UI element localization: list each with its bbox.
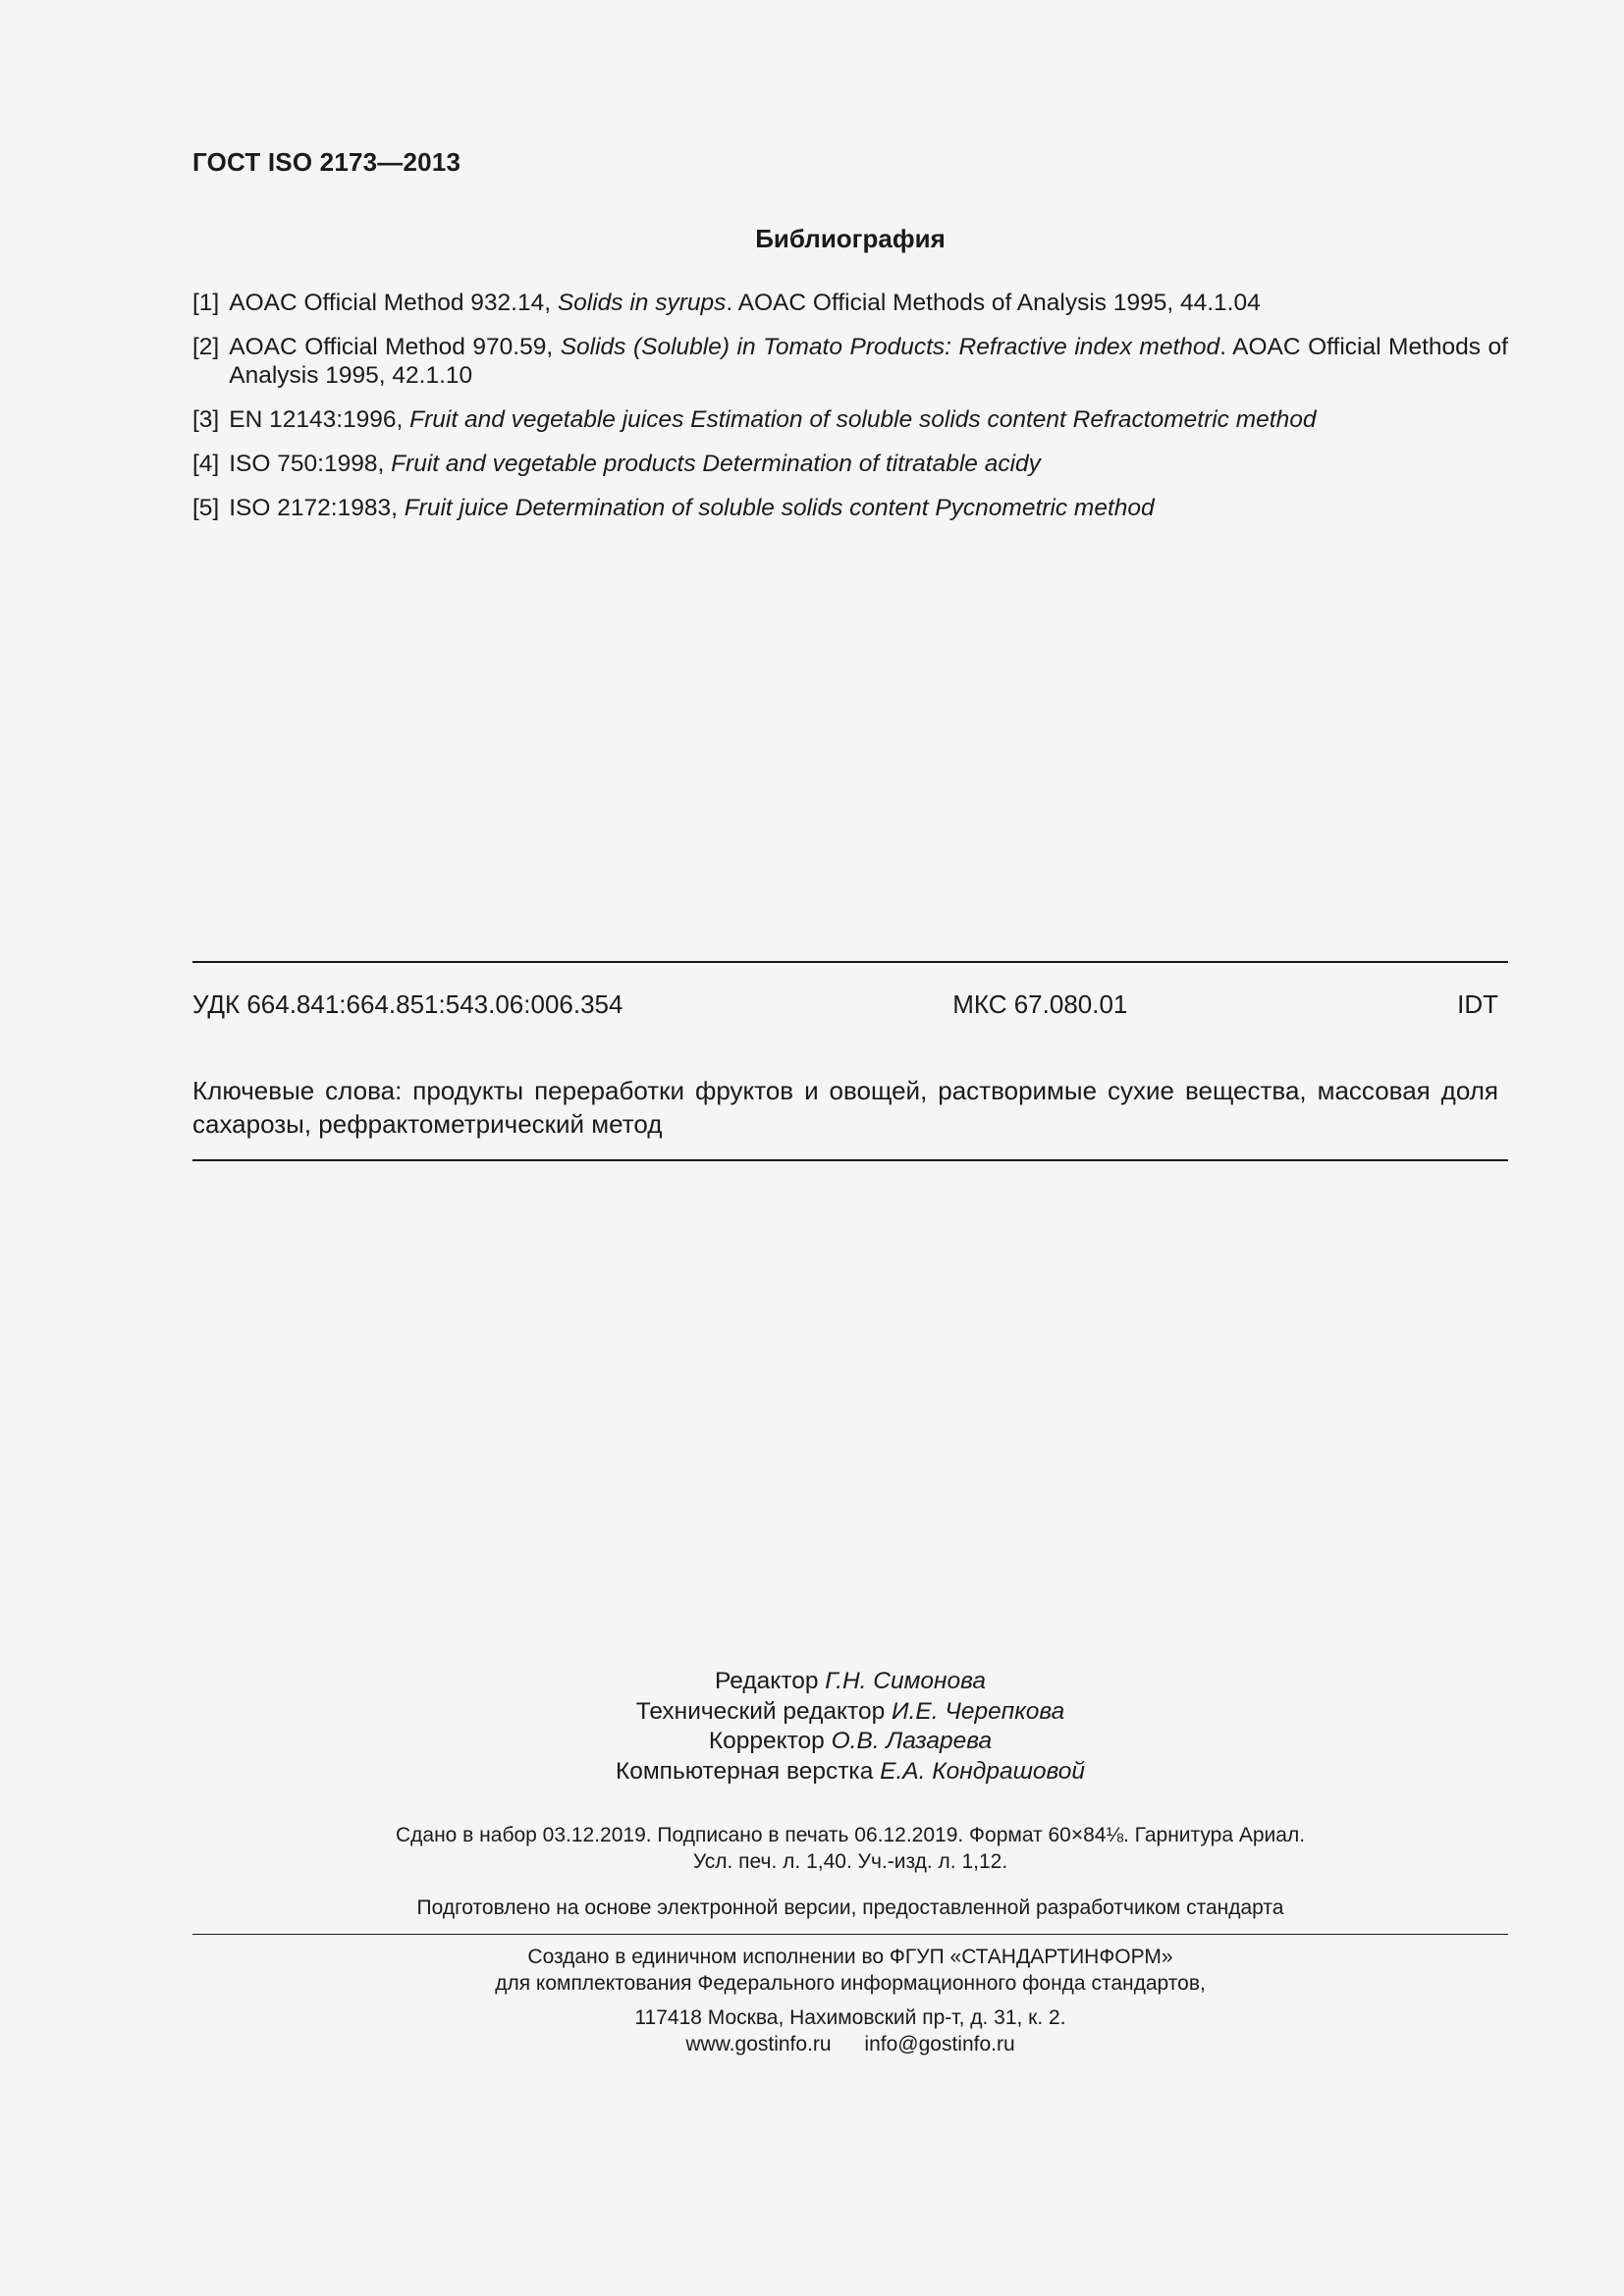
- bibliography-item-prefix: ISO 2172:1983,: [229, 495, 405, 521]
- publication-info: [192, 1822, 1508, 1875]
- bibliography-item-prefix: EN 12143:1996,: [229, 406, 410, 433]
- bibliography-item-text: [229, 450, 1508, 478]
- publication-info-line1: Сдано в набор 03.12.2019. Подписано в печать 06.12.2019. Формат 60×84⅛. Гарнитура Ариал.: [395, 1824, 1306, 1846]
- bibliography-item-number: [5]: [192, 495, 220, 521]
- classification-top-divider: [192, 961, 1508, 963]
- bibliography-list: [192, 289, 1508, 538]
- bibliography-item-number: [2]: [192, 334, 220, 360]
- credit-role: Технический редактор: [635, 1697, 893, 1725]
- bibliography-title: Библиография: [755, 224, 946, 253]
- bibliography-item-4: [192, 450, 1508, 478]
- bibliography-item-prefix: ISO 750:1998,: [229, 451, 392, 477]
- footer-divider: [192, 1934, 1508, 1935]
- bibliography-item-number: [4]: [192, 451, 220, 477]
- bibliography-item-text: [229, 405, 1508, 434]
- publication-info-line2: Усл. печ. л. 1,40. Уч.-изд. л. 1,12.: [692, 1850, 1008, 1873]
- bibliography-item-2: [192, 333, 1508, 390]
- bibliography-item-text: [229, 333, 1508, 390]
- credits-block: [192, 1667, 1508, 1787]
- bibliography-item-suffix: . AOAC Official Methods of Analysis 1995, 42.1.10: [229, 334, 1508, 389]
- bibliography-item-suffix: . AOAC Official Methods of Analysis 1995, 44.1.04: [726, 290, 1261, 316]
- keywords-bottom-divider: [192, 1159, 1508, 1161]
- website-link[interactable]: www.gostinfo.ru: [685, 2033, 832, 2056]
- idt-label: IDT: [1457, 989, 1498, 1019]
- bibliography-item-5: [192, 494, 1508, 522]
- bibliography-item-title: Solids (Soluble) in Tomato Products: Refractive index method: [560, 334, 1220, 360]
- bibliography-item-text: [229, 289, 1508, 317]
- bibliography-item-1: [192, 289, 1508, 317]
- prepared-note: Подготовлено на основе электронной версии, предоставленной разработчиком стандарта: [416, 1896, 1284, 1919]
- document-page: [192, 0, 1508, 2296]
- bibliography-item-prefix: AOAC Official Method 970.59,: [229, 334, 561, 360]
- credit-role: Редактор: [715, 1668, 826, 1694]
- credit-name: Е.А. Кондрашовой: [880, 1757, 1086, 1785]
- created-note-line2: для комплектования Федерального информационного фонда стандартов,: [495, 1972, 1206, 1995]
- created-note: [192, 1944, 1508, 1997]
- credit-role: Компьютерная верстка: [615, 1757, 881, 1785]
- document-code-header: ГОСТ ISO 2173—2013: [192, 147, 461, 177]
- credit-proofreader: [192, 1727, 1508, 1757]
- bibliography-item-title: Fruit juice Determination of soluble solids content Pycnometric method: [404, 495, 1155, 521]
- bibliography-item-title: Fruit and vegetable juices Estimation of soluble solids content Refractometric method: [409, 406, 1317, 433]
- address-line: 117418 Москва, Нахимовский пр-т, д. 31, к. 2.: [634, 2006, 1066, 2029]
- keywords-paragraph: Ключевые слова: продукты переработки фруктов и овощей, растворимые сухие вещества, массовая доля сахарозы, рефрактометрический метод: [192, 1076, 1498, 1139]
- credit-name: О.В. Лазарева: [831, 1728, 993, 1754]
- publisher-address: [192, 2004, 1508, 2057]
- udc-code: УДК 664.841:664.851:543.06:006.354: [192, 989, 623, 1019]
- bibliography-item-text: [229, 494, 1508, 522]
- email-link[interactable]: info@gostinfo.ru: [864, 2033, 1015, 2056]
- mks-code: МКС 67.080.01: [952, 989, 1128, 1019]
- credit-technical-editor: [192, 1697, 1508, 1728]
- bibliography-item-prefix: AOAC Official Method 932.14,: [229, 290, 558, 316]
- classification-row: [192, 989, 1498, 1020]
- bibliography-item-title: Fruit and vegetable products Determination of titratable acidy: [391, 451, 1041, 477]
- credit-name: И.Е. Черепкова: [892, 1697, 1065, 1725]
- created-note-line1: Создано в единичном исполнении во ФГУП «СТАНДАРТИНФОРМ»: [527, 1946, 1173, 1968]
- credit-layout: [192, 1757, 1508, 1788]
- credit-role: Корректор: [708, 1728, 832, 1754]
- bibliography-item-number: [3]: [192, 406, 220, 433]
- bibliography-item-3: [192, 405, 1508, 434]
- bibliography-item-number: [1]: [192, 290, 220, 316]
- bibliography-item-title: Solids in syrups: [557, 290, 727, 316]
- credit-name: Г.Н. Симонова: [825, 1668, 986, 1694]
- credit-editor: [192, 1667, 1508, 1697]
- contact-line: [192, 2031, 1508, 2057]
